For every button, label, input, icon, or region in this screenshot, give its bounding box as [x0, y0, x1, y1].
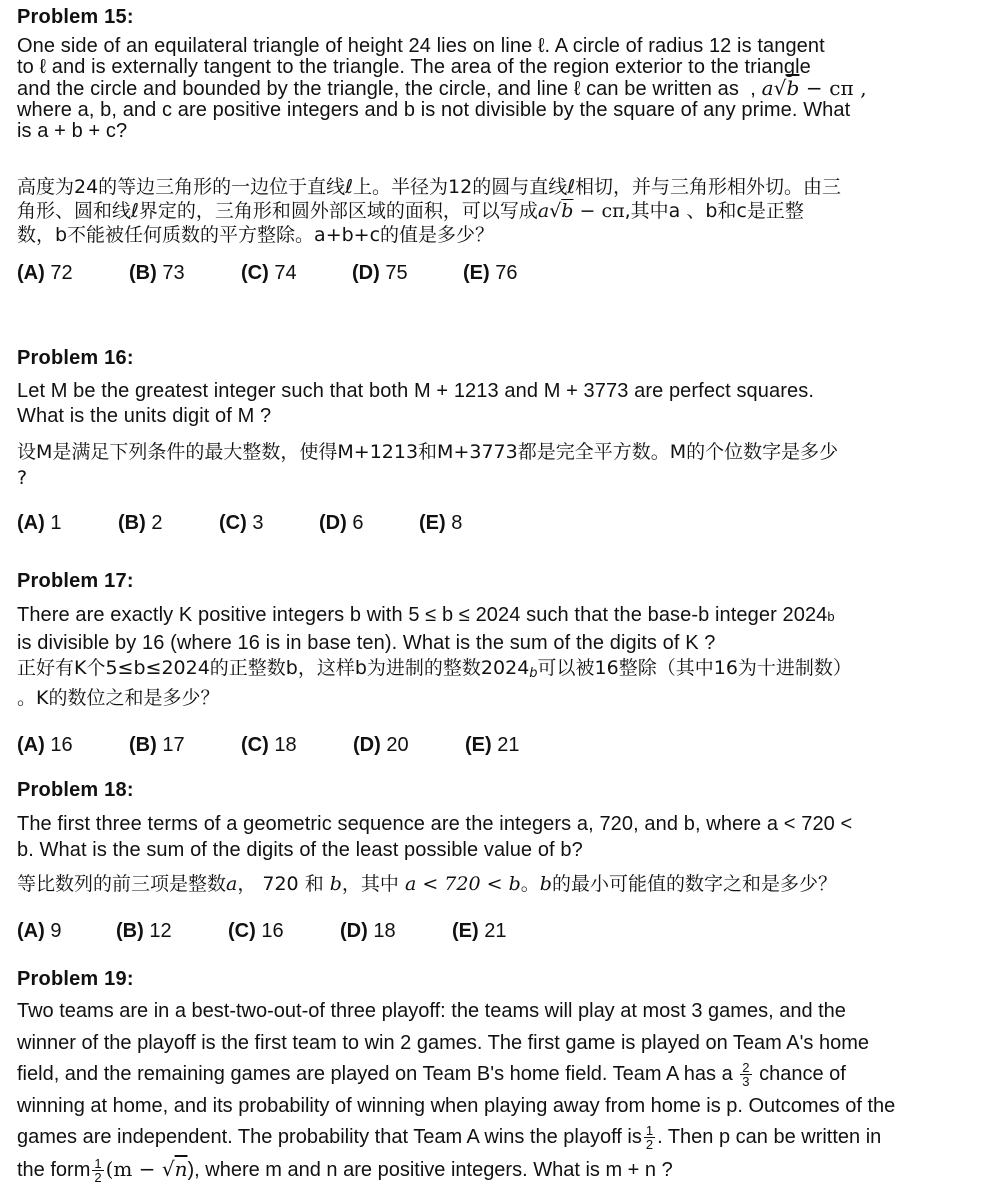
choice-b[interactable]: (B) 12	[116, 919, 228, 943]
answer-choices	[17, 919, 972, 943]
choice-e[interactable]: (E) 21	[465, 733, 519, 757]
problem-text-chinese	[17, 175, 967, 247]
fraction-one-half: $\frac{1}{2}$	[92, 1157, 103, 1184]
fraction-two-thirds: $\frac{2}{3}$	[740, 1061, 751, 1088]
answer-choices	[17, 511, 967, 535]
choice-a[interactable]: (A) 1	[17, 511, 118, 535]
problem-15	[17, 4, 967, 285]
problem-18	[17, 777, 972, 943]
problem-text-english	[17, 811, 972, 863]
choice-e[interactable]: (E) 8	[419, 511, 462, 535]
text-line: where a, b, and c are positive integers and b is not divisible by the square of any prime. What	[17, 100, 967, 121]
choice-d[interactable]: (D) 18	[340, 919, 452, 943]
text-line: 数，b不能被任何质数的平方整除。a+b+c的值是多少？	[17, 223, 967, 247]
choice-d[interactable]: (D) 20	[353, 733, 465, 757]
choice-b[interactable]: (B) 73	[129, 261, 241, 285]
problem-text-english	[17, 996, 972, 1186]
problem-19	[17, 966, 972, 1186]
text-line: winning at home, and its probability of winning when playing away from home is p. Outcomes of the	[17, 1091, 972, 1123]
text-line: and the circle and bounded by the triangle, the circle, and line ℓ can be written as , a√b − cπ ,	[17, 78, 967, 100]
choice-c[interactable]: (C) 16	[228, 919, 340, 943]
text-line: the form $\frac{1}{2}$ (m − √n), where m and n are positive integers. What is m + n ?	[17, 1154, 972, 1186]
choice-a[interactable]: (A) 16	[17, 733, 129, 757]
choice-e[interactable]: (E) 21	[452, 919, 506, 943]
text-line: 高度为24的等边三角形的一边位于直线ℓ上。半径为12的圆与直线ℓ相切，并与三角形相外切。由三	[17, 175, 967, 199]
choice-c[interactable]: (C) 3	[219, 511, 319, 535]
answer-choices	[17, 261, 967, 285]
answer-choices	[17, 733, 972, 757]
text-line: 正好有K个5≤b≤2024的正整数b，这样b为进制的整数$2024_b$可以被16整除（其中16为十进制数）	[17, 656, 972, 686]
text-line: What is the units digit of M ?	[17, 404, 967, 429]
math-expression: a√b − cπ	[538, 200, 625, 222]
problem-text-english	[17, 36, 967, 142]
text-line: There are exactly K positive integers b with 5 ≤ b ≤ 2024 such that the base-b integer 2024b	[17, 602, 972, 630]
text-line: is divisible by 16 (where 16 is in base ten). What is the sum of the digits of K ?	[17, 630, 972, 656]
problem-text-chinese	[17, 871, 972, 897]
choice-d[interactable]: (D) 6	[319, 511, 419, 535]
text-line: to ℓ and is externally tangent to the triangle. The area of the region exterior to the triangle	[17, 57, 967, 78]
text-line: The first three terms of a geometric sequence are the integers a, 720, and b, where a < 720 <	[17, 811, 972, 837]
problem-title: Problem 18:	[17, 777, 972, 803]
problem-text-chinese	[17, 439, 967, 491]
choice-a[interactable]: (A) 72	[17, 261, 129, 285]
problem-text-english	[17, 602, 972, 656]
text-line: 角形、圆和线ℓ界定的，三角形和圆外部区域的面积，可以写成a√b − cπ,其中a 、b和c是正整	[17, 199, 967, 223]
problem-title: Problem 16:	[17, 345, 967, 371]
text-line: One side of an equilateral triangle of height 24 lies on line ℓ. A circle of radius 12 is tangent	[17, 36, 967, 57]
text-line: Two teams are in a best-two-out-of three playoff: the teams will play at most 3 games, and the	[17, 996, 972, 1028]
fraction-one-half: $\frac{1}{2}$	[644, 1124, 655, 1151]
choice-a[interactable]: (A) 9	[17, 919, 116, 943]
text-line: 等比数列的前三项是整数a， 720 和 b，其中 a < 720 < b。b的最小可能值的数字之和是多少？	[17, 871, 972, 897]
sqrt-n: √n	[162, 1157, 188, 1181]
text-line: Let M be the greatest integer such that both M + 1213 and M + 3773 are perfect squares.	[17, 379, 967, 404]
problem-title: Problem 15:	[17, 4, 967, 30]
problem-16	[17, 345, 967, 535]
text-line: b. What is the sum of the digits of the least possible value of b?	[17, 837, 972, 863]
text-line: ?	[17, 465, 967, 491]
choice-b[interactable]: (B) 17	[129, 733, 241, 757]
problem-text-english	[17, 379, 967, 429]
choice-c[interactable]: (C) 18	[241, 733, 353, 757]
text-line: 。K的数位之和是多少？	[17, 686, 972, 711]
math-expression: a√b − cπ ,	[762, 76, 867, 100]
choice-c[interactable]: (C) 74	[241, 261, 352, 285]
problem-title: Problem 17:	[17, 568, 972, 594]
problem-text-chinese	[17, 656, 972, 711]
choice-e[interactable]: (E) 76	[463, 261, 517, 285]
text-line: 设M是满足下列条件的最大整数，使得M+1213和M+3773都是完全平方数。M的个位数字是多少	[17, 439, 967, 465]
text-line: field, and the remaining games are played on Team B's home field. Team A has a $\frac{2}{3}$ chance of	[17, 1059, 972, 1091]
text-line: winner of the playoff is the first team to win 2 games. The first game is played on Team A's home	[17, 1028, 972, 1060]
choice-b[interactable]: (B) 2	[118, 511, 219, 535]
text-line: games are independent. The probability that Team A wins the playoff is $\frac{1}{2}$ . Then p can be written in	[17, 1122, 972, 1154]
text-line: is a + b + c?	[17, 121, 967, 142]
problem-17	[17, 568, 972, 757]
choice-d[interactable]: (D) 75	[352, 261, 463, 285]
problem-title: Problem 19:	[17, 966, 972, 992]
